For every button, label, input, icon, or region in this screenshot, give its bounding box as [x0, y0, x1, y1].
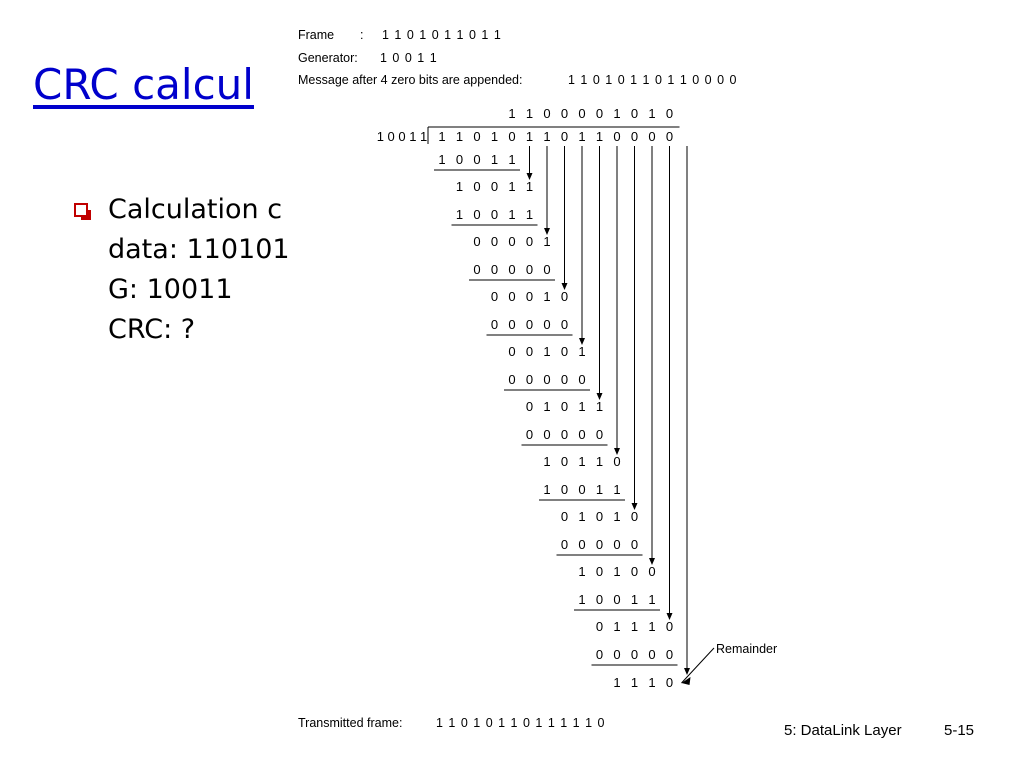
- partial-remainder-digit: 0: [560, 289, 569, 304]
- bullet-line-3: G: 10011: [108, 274, 233, 305]
- subtrahend-digit: 0: [630, 647, 639, 662]
- partial-remainder-digit: 0: [473, 179, 481, 194]
- subtrahend-digit: 1: [438, 152, 446, 167]
- remainder-label: Remainder: [716, 642, 778, 656]
- subtrahend-digit: 0: [525, 427, 534, 442]
- partial-remainder-digit: 1: [613, 619, 621, 634]
- bullet-text: [108, 190, 290, 350]
- quotient-digit: 0: [630, 106, 639, 121]
- remainder-digit: 1: [630, 675, 639, 690]
- dividend-digit: 0: [630, 129, 639, 144]
- divisor: 1 0 0 1 1: [376, 129, 428, 144]
- partial-remainder-digit: 0: [560, 344, 569, 359]
- partial-remainder-digit: 1: [508, 179, 516, 194]
- crc-division-figure: [296, 22, 816, 734]
- subtrahend-digit: 0: [560, 427, 569, 442]
- subtrahend-digit: 0: [543, 372, 551, 387]
- dividend-digit: 1: [578, 129, 586, 144]
- bullet-line-1: Calculation c: [108, 194, 283, 225]
- dividend-digit: 1: [595, 129, 604, 144]
- subtrahend-digit: 0: [630, 537, 639, 552]
- transmitted-bits: 1 1 0 1 0 1 1 0 1 1 1 1 1 0: [436, 716, 606, 730]
- partial-remainder-digit: 0: [630, 564, 639, 579]
- dividend-digit: 0: [648, 129, 656, 144]
- subtrahend-digit: 0: [560, 317, 569, 332]
- quotient-digit: 0: [543, 106, 551, 121]
- frame-bits: 1 1 0 1 0 1 1 0 1 1: [382, 28, 502, 42]
- subtrahend-digit: 0: [613, 537, 621, 552]
- subtrahend-digit: 0: [543, 317, 551, 332]
- partial-remainder-digit: 0: [630, 509, 639, 524]
- remainder-digit: 0: [665, 675, 674, 690]
- subtrahend-digit: 0: [543, 427, 551, 442]
- subtrahend-digit: 0: [490, 207, 499, 222]
- subtrahend-digit: 0: [490, 262, 499, 277]
- subtrahend-digit: 0: [595, 592, 604, 607]
- dividend-digit: 1: [525, 129, 534, 144]
- partial-remainder-digit: 1: [543, 454, 551, 469]
- footer-chapter: 5: DataLink Layer: [784, 722, 902, 739]
- partial-remainder-digit: 0: [595, 564, 604, 579]
- footer-page-number: 5-15: [944, 722, 975, 739]
- partial-remainder-digit: 0: [665, 619, 674, 634]
- subtrahend-digit: 1: [490, 152, 499, 167]
- crc-division-svg: [296, 22, 816, 734]
- quotient-digit: 0: [595, 106, 604, 121]
- subtrahend-digit: 1: [543, 482, 551, 497]
- subtrahend-digit: 0: [560, 372, 569, 387]
- partial-remainder-digit: 0: [648, 564, 656, 579]
- frame-separator: :: [360, 28, 364, 42]
- partial-remainder-digit: 0: [490, 234, 499, 249]
- partial-remainder-digit: 1: [543, 289, 551, 304]
- partial-remainder-digit: 0: [473, 234, 481, 249]
- partial-remainder-digit: 1: [578, 509, 586, 524]
- dividend-digit: 0: [613, 129, 621, 144]
- subtrahend-digit: 0: [595, 647, 604, 662]
- quotient-digit: 0: [560, 106, 569, 121]
- subtrahend-digit: 0: [508, 262, 516, 277]
- dividend-digit: 0: [508, 129, 516, 144]
- subtrahend-digit: 0: [473, 207, 481, 222]
- subtrahend-digit: 0: [490, 317, 499, 332]
- subtrahend-digit: 0: [560, 482, 569, 497]
- subtrahend-digit: 0: [578, 482, 586, 497]
- transmitted-label: Transmitted frame:: [298, 716, 403, 730]
- dividend-digit: 1: [543, 129, 551, 144]
- subtrahend-digit: 0: [613, 592, 621, 607]
- subtrahend-digit: 1: [508, 207, 516, 222]
- subtrahend-digit: 0: [455, 152, 464, 167]
- partial-remainder-digit: 1: [613, 564, 621, 579]
- partial-remainder-digit: 0: [490, 179, 499, 194]
- subtrahend-digit: 0: [525, 372, 534, 387]
- subtrahend-digit: 0: [578, 427, 586, 442]
- subtrahend-digit: 1: [613, 482, 621, 497]
- bullet-square-icon: [74, 203, 88, 217]
- dividend-digit: 0: [473, 129, 481, 144]
- partial-remainder-digit: 0: [560, 399, 569, 414]
- partial-remainder-digit: 0: [595, 509, 604, 524]
- subtrahend-digit: 1: [508, 152, 516, 167]
- subtrahend-digit: 1: [455, 207, 464, 222]
- message-bits: 1 1 0 1 0 1 1 0 1 1 0 0 0 0: [568, 73, 738, 87]
- dividend-digit: 1: [455, 129, 464, 144]
- partial-remainder-digit: 1: [648, 619, 656, 634]
- arrowhead-icon: [684, 668, 690, 675]
- quotient-digit: 1: [508, 106, 516, 121]
- subtrahend-digit: 0: [543, 262, 551, 277]
- partial-remainder-digit: 1: [595, 399, 604, 414]
- subtrahend-digit: 1: [648, 592, 656, 607]
- subtrahend-digit: 0: [595, 537, 604, 552]
- partial-remainder-digit: 0: [525, 399, 534, 414]
- partial-remainder-digit: 1: [543, 399, 551, 414]
- subtrahend-digit: 1: [578, 592, 586, 607]
- bullet-line-2: data: 110101: [108, 234, 290, 265]
- partial-remainder-digit: 1: [578, 454, 586, 469]
- subtrahend-digit: 1: [525, 207, 534, 222]
- dividend-digit: 0: [560, 129, 569, 144]
- bullet-line-4: CRC: ?: [108, 314, 196, 345]
- subtrahend-digit: 0: [508, 317, 516, 332]
- partial-remainder-digit: 1: [595, 454, 604, 469]
- quotient-digit: 0: [578, 106, 586, 121]
- remainder-digit: 1: [613, 675, 621, 690]
- partial-remainder-digit: 1: [543, 234, 551, 249]
- subtrahend-digit: 1: [595, 482, 604, 497]
- subtrahend-digit: 0: [578, 537, 586, 552]
- partial-remainder-digit: 1: [578, 564, 586, 579]
- partial-remainder-digit: 0: [525, 234, 534, 249]
- partial-remainder-digit: 0: [508, 344, 516, 359]
- partial-remainder-digit: 1: [613, 509, 621, 524]
- partial-remainder-digit: 1: [455, 179, 464, 194]
- subtrahend-digit: 0: [578, 372, 586, 387]
- generator-label: Generator:: [298, 51, 358, 65]
- partial-remainder-digit: 0: [595, 619, 604, 634]
- subtrahend-digit: 0: [508, 372, 516, 387]
- subtrahend-digit: 0: [560, 537, 569, 552]
- quotient-digit: 1: [648, 106, 656, 121]
- partial-remainder-digit: 1: [543, 344, 551, 359]
- message-label: Message after 4 zero bits are appended:: [298, 73, 523, 87]
- partial-remainder-digit: 1: [578, 344, 586, 359]
- subtrahend-digit: 0: [665, 647, 674, 662]
- subtrahend-digit: 0: [525, 262, 534, 277]
- partial-remainder-digit: 1: [630, 619, 639, 634]
- dividend-digit: 0: [665, 129, 674, 144]
- subtrahend-digit: 1: [630, 592, 639, 607]
- partial-remainder-digit: 0: [560, 454, 569, 469]
- quotient-digit: 1: [613, 106, 621, 121]
- remainder-digit: 1: [648, 675, 656, 690]
- partial-remainder-digit: 0: [613, 454, 621, 469]
- partial-remainder-digit: 0: [508, 234, 516, 249]
- subtrahend-digit: 0: [473, 152, 481, 167]
- partial-remainder-digit: 0: [508, 289, 516, 304]
- quotient-digit: 0: [665, 106, 674, 121]
- partial-remainder-digit: 0: [490, 289, 499, 304]
- partial-remainder-digit: 1: [578, 399, 586, 414]
- partial-remainder-digit: 0: [525, 344, 534, 359]
- partial-remainder-digit: 0: [560, 509, 569, 524]
- subtrahend-digit: 0: [648, 647, 656, 662]
- remainder-pointer: [682, 648, 715, 683]
- subtrahend-digit: 0: [613, 647, 621, 662]
- dividend-digit: 1: [490, 129, 499, 144]
- subtrahend-digit: 0: [595, 427, 604, 442]
- quotient-digit: 1: [525, 106, 534, 121]
- slide-title: CRC calcul: [33, 60, 254, 109]
- subtrahend-digit: 0: [473, 262, 481, 277]
- generator-bits: 1 0 0 1 1: [380, 51, 438, 65]
- partial-remainder-digit: 0: [525, 289, 534, 304]
- frame-label: Frame: [298, 28, 335, 42]
- partial-remainder-digit: 1: [525, 179, 534, 194]
- dividend-digit: 1: [438, 129, 446, 144]
- subtrahend-digit: 0: [525, 317, 534, 332]
